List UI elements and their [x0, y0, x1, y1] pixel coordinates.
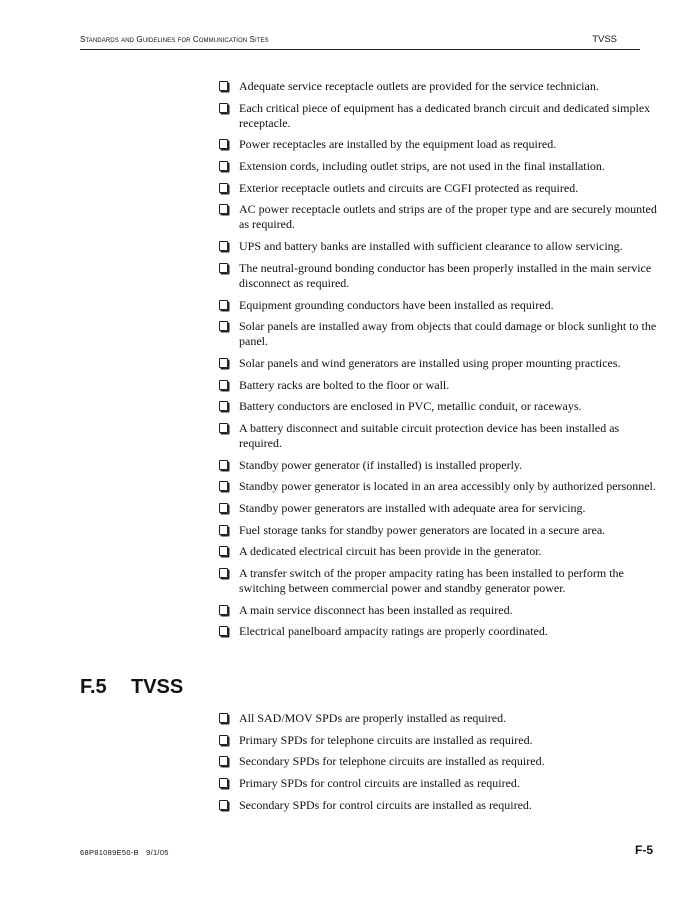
checklist-item-text: Standby power generator (if installed) is installed properly.	[239, 457, 523, 472]
checklist-item-text: Secondary SPDs for control circuits are installed as required.	[239, 797, 532, 812]
checklist-item-text: Fuel storage tanks for standby power generators are located in a secure area.	[239, 522, 606, 537]
checklist-item	[219, 776, 659, 791]
tvss-checklist	[219, 711, 659, 819]
section-title: TVSS	[131, 676, 184, 698]
checklist-item	[219, 378, 659, 393]
checkbox-icon	[219, 103, 228, 113]
checklist-item	[219, 733, 659, 748]
checkbox-icon	[219, 81, 228, 91]
checklist-item-text: Each critical piece of equipment has a dedicated branch circuit and dedicated simplex receptacle.	[239, 100, 651, 130]
checklist-item-text: Standby power generator is located in an area accessibly only by authorized personnel.	[239, 479, 656, 494]
checklist-item-text: Primary SPDs for telephone circuits are installed as required.	[239, 732, 533, 747]
checkbox-icon	[219, 380, 228, 390]
checklist-item	[219, 798, 659, 813]
checkbox-icon	[219, 423, 228, 433]
checklist-item	[219, 137, 659, 152]
checkbox-icon	[219, 626, 228, 636]
checklist-item	[219, 79, 659, 94]
checkbox-icon	[219, 139, 228, 149]
checklist-item	[219, 711, 659, 726]
checkbox-icon	[219, 161, 228, 171]
footer-doc-id: 68P81089E50-B	[80, 848, 139, 857]
checkbox-icon	[219, 800, 228, 810]
checkbox-icon	[219, 503, 228, 513]
section-number: F.5	[80, 676, 107, 698]
running-header-title: Standards and Guidelines for Communication Sites	[80, 35, 269, 44]
checklist-item	[219, 566, 659, 596]
checkbox-icon	[219, 778, 228, 788]
checklist-item-text: Adequate service receptacle outlets are provided for the service technician.	[239, 79, 599, 93]
checkbox-icon	[219, 183, 228, 193]
checklist-item	[219, 399, 659, 414]
checklist-item-text: The neutral-ground bonding conductor has been properly installed in the main service disconnect as required.	[239, 260, 652, 290]
checklist-item-text: Solar panels are installed away from objects that could damage or block sunlight to the panel.	[239, 319, 657, 349]
checklist-item	[219, 421, 659, 451]
checklist-item	[219, 624, 659, 639]
checklist-item	[219, 523, 659, 538]
checkbox-icon	[219, 713, 228, 723]
checklist-item-text: Standby power generators are installed with adequate area for servicing.	[239, 501, 586, 515]
checklist-item	[219, 261, 659, 291]
checklist-item	[219, 603, 659, 618]
checkbox-icon	[219, 358, 228, 368]
checklist-item-text: A main service disconnect has been installed as required.	[239, 602, 513, 617]
checkbox-icon	[219, 263, 228, 273]
checklist-item	[219, 298, 659, 313]
checklist-item	[219, 101, 659, 131]
checkbox-icon	[219, 300, 228, 310]
checklist-item-text: Extension cords, including outlet strips, are not used in the final installation.	[239, 159, 605, 174]
checklist-item	[219, 544, 659, 559]
checklist-item-text: Battery racks are bolted to the floor or wall.	[239, 377, 450, 392]
checkbox-icon	[219, 241, 228, 251]
page-number: F-5	[635, 843, 653, 857]
checklist-item-text: Equipment grounding conductors have been installed as required.	[239, 297, 554, 312]
checklist-item	[219, 181, 659, 196]
checklist-item-text: Power receptacles are installed by the equipment load as required.	[239, 137, 557, 152]
checklist-item-text: A battery disconnect and suitable circuit protection device has been installed as required.	[239, 420, 620, 450]
checklist-item	[219, 319, 659, 349]
checklist-item-text: AC power receptacle outlets and strips are of the proper type and are securely mounted as required.	[239, 202, 657, 232]
header-divider	[80, 49, 640, 50]
footer-doc-info	[80, 848, 169, 857]
checklist-item-text: Battery conductors are enclosed in PVC, metallic conduit, or raceways.	[239, 399, 582, 414]
running-header-section: TVSS	[592, 34, 617, 45]
checklist-item-text: A transfer switch of the proper ampacity rating has been installed to perform the switching between commercial power and standby generator power.	[239, 566, 624, 596]
footer-date: 9/1/05	[146, 848, 169, 857]
checkbox-icon	[219, 546, 228, 556]
checklist-item-text: Electrical panelboard ampacity ratings are properly coordinated.	[239, 624, 548, 639]
power-checklist	[219, 79, 659, 646]
checkbox-icon	[219, 735, 228, 745]
checkbox-icon	[219, 204, 228, 214]
checkbox-icon	[219, 481, 228, 491]
checkbox-icon	[219, 401, 228, 411]
checkbox-icon	[219, 568, 228, 578]
checkbox-icon	[219, 460, 228, 470]
checklist-item-text: A dedicated electrical circuit has been provide in the generator.	[239, 544, 542, 559]
checklist-item	[219, 202, 659, 232]
checklist-item	[219, 159, 659, 174]
checklist-item-text: Secondary SPDs for telephone circuits are installed as required.	[239, 754, 545, 769]
checkbox-icon	[219, 605, 228, 615]
checklist-item	[219, 356, 659, 371]
checklist-item	[219, 239, 659, 254]
checklist-item	[219, 754, 659, 769]
checklist-item-text: UPS and battery banks are installed with sufficient clearance to allow servicing.	[239, 239, 623, 254]
checklist-item	[219, 501, 659, 516]
section-heading	[80, 676, 183, 699]
checklist-item-text: All SAD/MOV SPDs are properly installed as required.	[239, 711, 507, 725]
checklist-item	[219, 458, 659, 473]
checkbox-icon	[219, 321, 228, 331]
checkbox-icon	[219, 525, 228, 535]
checklist-item-text: Solar panels and wind generators are installed using proper mounting practices.	[239, 355, 621, 370]
checklist-item-text: Exterior receptacle outlets and circuits are CGFI protected as required.	[239, 180, 579, 195]
checklist-item	[219, 479, 659, 494]
checkbox-icon	[219, 756, 228, 766]
checklist-item-text: Primary SPDs for control circuits are installed as required.	[239, 776, 520, 791]
